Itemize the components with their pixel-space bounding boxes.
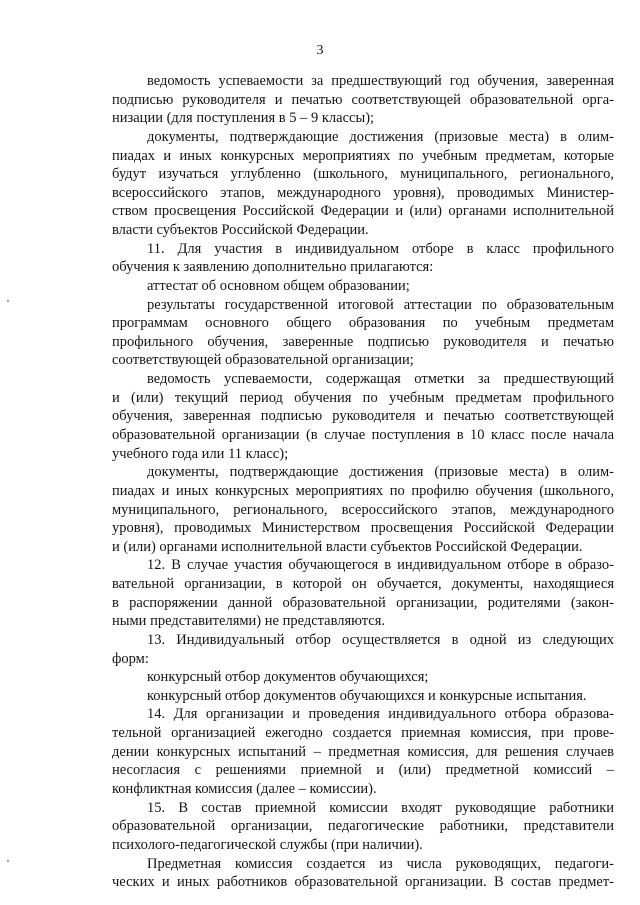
text-line: в распоряжении данной образовательной организации, родителями (закон- — [112, 594, 614, 611]
text-line: профильного обучения, заверенные подписью руководителя и печатью — [112, 333, 614, 350]
text-line: пиадах и иных конкурсных мероприятиях по учебным предметам, которые — [112, 147, 614, 164]
text-line: обучения, заверенная подписью руководителя и печатью соответствующей — [112, 408, 614, 425]
text-line: документы, подтверждающие достижения (призовые места) в олим- — [147, 464, 614, 481]
text-line: будут изучаться углубленно (школьного, муниципального, регионального, — [112, 166, 614, 183]
text-line: 14. Для организации и проведения индивидуального отбора образова- — [147, 706, 614, 723]
text-line: 11. Для участия в индивидуальном отборе в класс профильного — [147, 240, 614, 257]
text-line: психолого-педагогической службы (при наличии). — [112, 836, 423, 853]
text-line: и (или) органами исполнительной власти субъектов Российской Федерации. — [112, 538, 583, 555]
text-line: низации (для поступления в 5 – 9 классы); — [112, 110, 375, 127]
text-line: подписью руководителя и печатью соответствующей образовательной орга- — [112, 91, 614, 108]
text-line: конкурсный отбор документов обучающихся; — [147, 669, 429, 686]
page-number: 3 — [316, 43, 324, 58]
text-line: соответствующей образовательной организации; — [112, 352, 414, 369]
text-line: ведомость успеваемости, содержащая отметки за предшествующий — [147, 371, 614, 388]
text-line: результаты государственной итоговой аттестации по образовательным — [147, 296, 614, 313]
text-line: программам основного общего образования по учебным предметам — [112, 315, 614, 332]
text-line: 15. В состав приемной комиссии входят руководящие работники — [147, 799, 614, 816]
text-line: учебного года или 11 класс); — [112, 445, 289, 462]
text-line: несогласия с решениями приемной и (или) предметной комиссий – — [112, 762, 614, 779]
text-line: тельной организацией ежегодно создается приемная комиссия, при прове- — [112, 725, 614, 741]
text-line: ными представителями) не представляются. — [112, 613, 386, 630]
text-line: обучения к заявлению дополнительно прилагаются: — [112, 259, 434, 276]
text-line: вательной организации, в которой он обучается, документы, находящиеся — [112, 576, 614, 592]
scan-margin-mark — [7, 300, 9, 302]
text-line: 13. Индивидуальный отбор осуществляется в одной из следующих — [147, 631, 614, 648]
text-line: образовательной организации, педагогические работники, представители — [112, 818, 614, 835]
text-line: муниципального, регионального, всероссийского этапов, международного — [112, 501, 614, 518]
text-line: документы, подтверждающие достижения (призовые места) в олим- — [147, 128, 614, 145]
text-line: пиадах и иных конкурсных мероприятиях по профилю обучения (школьного, — [112, 482, 614, 499]
text-line: конкурсный отбор документов обучающихся и конкурсные испытания. — [147, 687, 587, 704]
text-line: конфликтная комиссия (далее – комиссии). — [112, 780, 377, 797]
text-line: форм: — [112, 650, 149, 667]
text-line: 12. В случае участия обучающегося в индивидуальном отборе в образо- — [147, 557, 614, 574]
text-line: дении конкурсных испытаний – предметная комиссия, для решения случаев — [112, 743, 614, 760]
text-line: и (или) текущий период обучения по учебным предметам профильного — [112, 389, 614, 406]
text-line: ческих и иных работников образовательной организации. В состав предмет- — [112, 874, 614, 891]
text-line: аттестат об основном общем образовании; — [147, 277, 410, 294]
text-line: власти субъектов Российской Федерации. — [112, 222, 369, 238]
text-line: всероссийского этапов, международного уровня), проводимых Министер- — [112, 184, 614, 201]
text-line: ведомость успеваемости за предшествующий год обучения, заверенная — [147, 73, 614, 89]
text-line: Предметная комиссия создается из числа руководящих, педагоги- — [147, 855, 614, 872]
text-line: ством просвещения Российской Федерации и (или) органами исполнительной — [112, 203, 614, 220]
scan-margin-mark — [7, 860, 9, 862]
text-line: образовательной организации (в случае поступления в 10 класс после начала — [112, 427, 614, 443]
text-line: уровня), проводимых Министерством просвещения Российской Федерации — [112, 520, 614, 537]
